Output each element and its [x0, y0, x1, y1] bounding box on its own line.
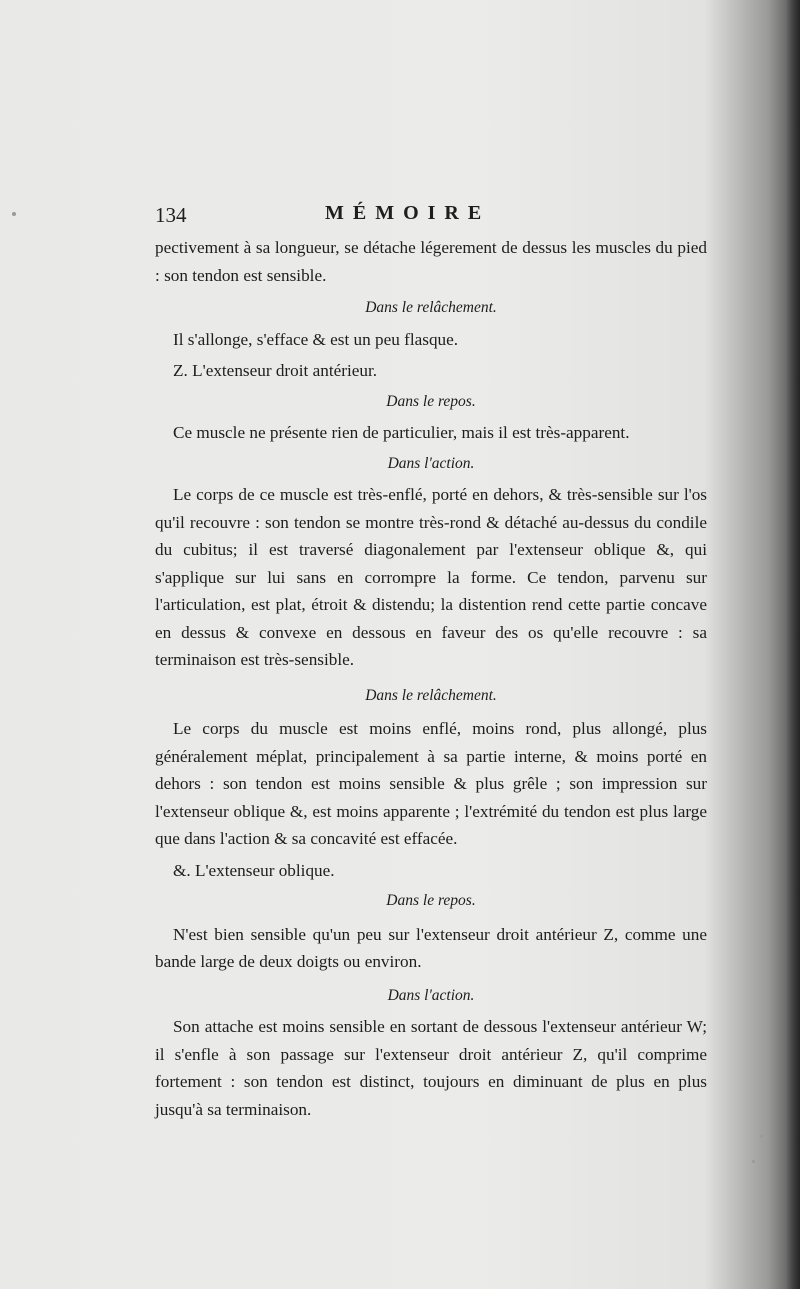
muscle-label: Z. L'extenseur droit antérieur.: [173, 361, 378, 380]
paper-speck: [752, 1160, 755, 1163]
section-heading: Dans le repos.: [386, 392, 476, 410]
paragraph: Ce muscle ne présente rien de particulier, mais il est très-apparent.: [173, 423, 630, 442]
running-title: MÉMOIRE: [325, 202, 491, 224]
page-text: [155, 200, 707, 1123]
paper-speck: [760, 1135, 763, 1138]
section-heading: Dans l'action.: [387, 986, 475, 1004]
muscle-label: &. L'extenseur oblique.: [173, 860, 335, 880]
paragraph: Son attache est moins sensible en sortant de dessous l'extenseur antérieur W; il s'enfle à son passage sur l'extenseur droit antérieur Z, qu'il comprime fortement : son tendon est distinct, toujours en diminuant de plus en plus jusqu'à sa terminaison.: [155, 1017, 707, 1119]
section-heading: Dans l'action.: [387, 454, 475, 472]
page-number: 134: [155, 203, 187, 227]
section-heading: Dans le repos.: [386, 892, 476, 909]
continuation-paragraph: pectivement à sa longueur, se détache légerement de dessus les muscles du pied : son tendon est sensible.: [155, 238, 707, 285]
page-header: [155, 200, 707, 234]
paragraph: N'est bien sensible qu'un peu sur l'extenseur droit antérieur Z, comme une bande large de deux doigts ou environ.: [155, 924, 707, 971]
paragraph: Le corps de ce muscle est très-enflé, porté en dehors, & très-sensible sur l'os qu'il recouvre : son tendon se montre très-rond & détaché au-dessus du condile du cubitus; il est traversé diagonalement par l'extenseur oblique &, qui s'applique sur lui sans en corrompre la forme. Ce tendon, parvenu sur l'articulation, est plat, étroit & distendu; la distention rend cette partie concave en dessus & convexe en dessous en faveur des os qu'elle recouvre : sa terminaison est très-sensible.: [155, 485, 707, 669]
page-edge-shadow: [786, 0, 800, 1289]
section-heading: Dans le relâchement.: [365, 686, 497, 704]
section-heading: Dans le relâchement.: [365, 299, 497, 316]
paper-speck: [12, 212, 16, 216]
paragraph: Il s'allonge, s'efface & est un peu flasque.: [173, 329, 459, 349]
paragraph: Le corps du muscle est moins enflé, moins rond, plus allongé, plus généralement méplat, principalement à sa partie interne, & moins porté en dehors : son tendon est moins sensible & plus grêle ; son impression sur l'extenseur oblique &, est moins apparente ; l'extrémité du tendon est plus large que dans l'action & sa concavité est effacée.: [155, 719, 707, 848]
